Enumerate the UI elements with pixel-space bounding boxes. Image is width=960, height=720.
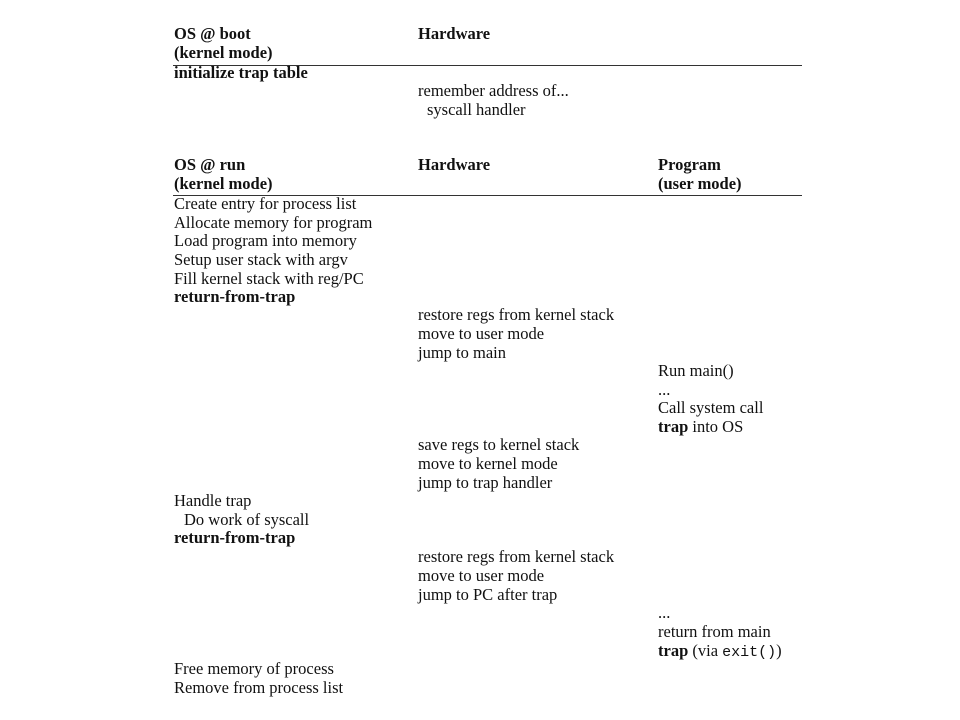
boot-os-mode: (kernel mode) <box>174 43 273 62</box>
boot-hw-row: remember address of... <box>418 81 569 100</box>
os-row: Do work of syscall <box>184 510 310 529</box>
hw-row: restore regs from kernel stack <box>418 547 615 566</box>
hw-row: move to user mode <box>418 566 545 585</box>
os-row: Allocate memory for program <box>174 213 373 232</box>
hw-row: move to kernel mode <box>418 454 558 473</box>
run-hw-header: Hardware <box>418 155 491 174</box>
run-os-mode: (kernel mode) <box>174 174 273 193</box>
prog-exit-keyword: trap <box>658 641 689 660</box>
boot-os-row: initialize trap table <box>174 63 308 82</box>
boot-hw-header: Hardware <box>418 24 491 43</box>
boot-os-header: OS @ boot <box>174 24 251 43</box>
run-prog-header: Program <box>658 155 721 174</box>
os-row: Free memory of process <box>174 659 334 678</box>
hw-row: move to user mode <box>418 324 545 343</box>
hw-row: restore regs from kernel stack <box>418 305 615 324</box>
boot-hw-row: syscall handler <box>427 100 526 119</box>
prog-exit-row <box>658 642 782 663</box>
os-return-from-trap: return-from-trap <box>174 528 296 547</box>
prog-row: Call system call <box>658 398 764 417</box>
os-row: Setup user stack with argv <box>174 250 348 269</box>
prog-exit-post: ) <box>776 641 782 660</box>
prog-trap-keyword: trap <box>658 417 689 436</box>
hw-row: jump to PC after trap <box>418 585 558 604</box>
prog-row: return from main <box>658 622 771 641</box>
prog-row: ... <box>658 603 671 622</box>
prog-exit-pre: (via <box>688 641 723 660</box>
os-row: Load program into memory <box>174 231 357 250</box>
prog-trap-row <box>658 418 743 437</box>
prog-exit-code: exit() <box>722 644 777 661</box>
run-prog-mode: (user mode) <box>658 174 742 193</box>
os-row: Create entry for process list <box>174 194 357 213</box>
prog-trap-text: into OS <box>688 417 744 436</box>
hw-row: jump to main <box>418 343 506 362</box>
os-row: Fill kernel stack with reg/PC <box>174 269 364 288</box>
os-row: Remove from process list <box>174 678 344 697</box>
prog-row: Run main() <box>658 361 734 380</box>
run-os-header: OS @ run <box>174 155 246 174</box>
prog-row: ... <box>658 380 671 399</box>
os-return-from-trap: return-from-trap <box>174 287 296 306</box>
hw-row: jump to trap handler <box>418 473 553 492</box>
os-row: Handle trap <box>174 491 252 510</box>
hw-row: save regs to kernel stack <box>418 435 580 454</box>
